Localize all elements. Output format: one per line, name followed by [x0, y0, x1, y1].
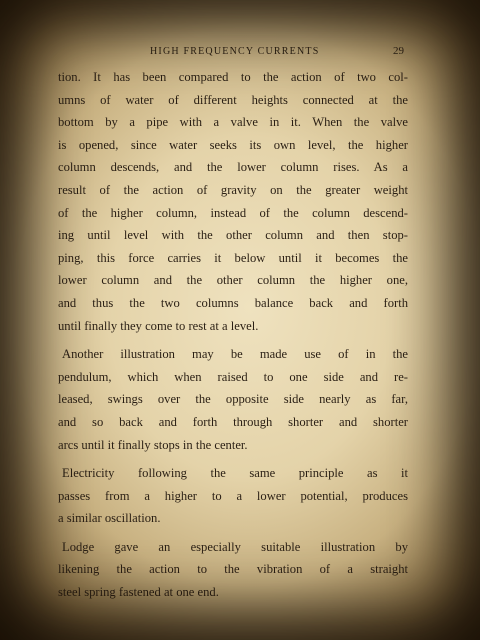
text-line: likening the action to the vibration of a straight: [58, 562, 408, 577]
paragraph-3: [58, 462, 408, 530]
text-line: of the higher column, instead of the column descend-: [58, 205, 408, 220]
paragraph-2: [58, 343, 408, 456]
text-line: tion. It has been compared to the action of two col-: [58, 70, 408, 84]
text-line: and so back and forth through shorter and shorter: [58, 414, 408, 429]
text-line: a similar oscillation.: [58, 511, 161, 526]
text-line: bottom by a pipe with a valve in it. When the valve: [58, 115, 408, 130]
text-line: Electricity following the same principle as it: [62, 466, 408, 481]
page-number: 29: [393, 45, 404, 57]
text-line: until finally they come to rest at a level.: [58, 318, 259, 333]
text-line: pendulum, which when raised to one side and re-: [58, 369, 408, 384]
text-line: result of the action of gravity on the greater weight: [58, 182, 408, 197]
text-line: Another illustration may be made use of in the: [62, 347, 408, 362]
text-line: ing until level with the other column and then stop-: [58, 228, 408, 243]
running-title: HIGH FREQUENCY CURRENTS: [150, 46, 320, 57]
text-line: steel spring fastened at one end.: [58, 585, 219, 600]
text-line: is opened, since water seeks its own level, the higher: [58, 137, 408, 152]
page-body: [58, 66, 408, 610]
paragraph-4: [58, 536, 408, 604]
text-line: and thus the two columns balance back and forth: [58, 295, 408, 310]
text-line: umns of water of different heights connected at the: [58, 92, 408, 107]
text-line: Lodge gave an especially suitable illustration by: [62, 539, 408, 554]
text-line: leased, swings over the opposite side nearly as far,: [58, 392, 408, 407]
text-line: ping, this force carries it below until it becomes the: [58, 250, 408, 265]
text-line: column descends, and the lower column rises. As a: [58, 160, 408, 175]
text-line: passes from a higher to a lower potential, produces: [58, 488, 408, 503]
text-line: lower column and the other column the higher one,: [58, 273, 408, 288]
text-line: arcs until it finally stops in the center.: [58, 437, 248, 452]
paragraph-1: [58, 66, 408, 337]
